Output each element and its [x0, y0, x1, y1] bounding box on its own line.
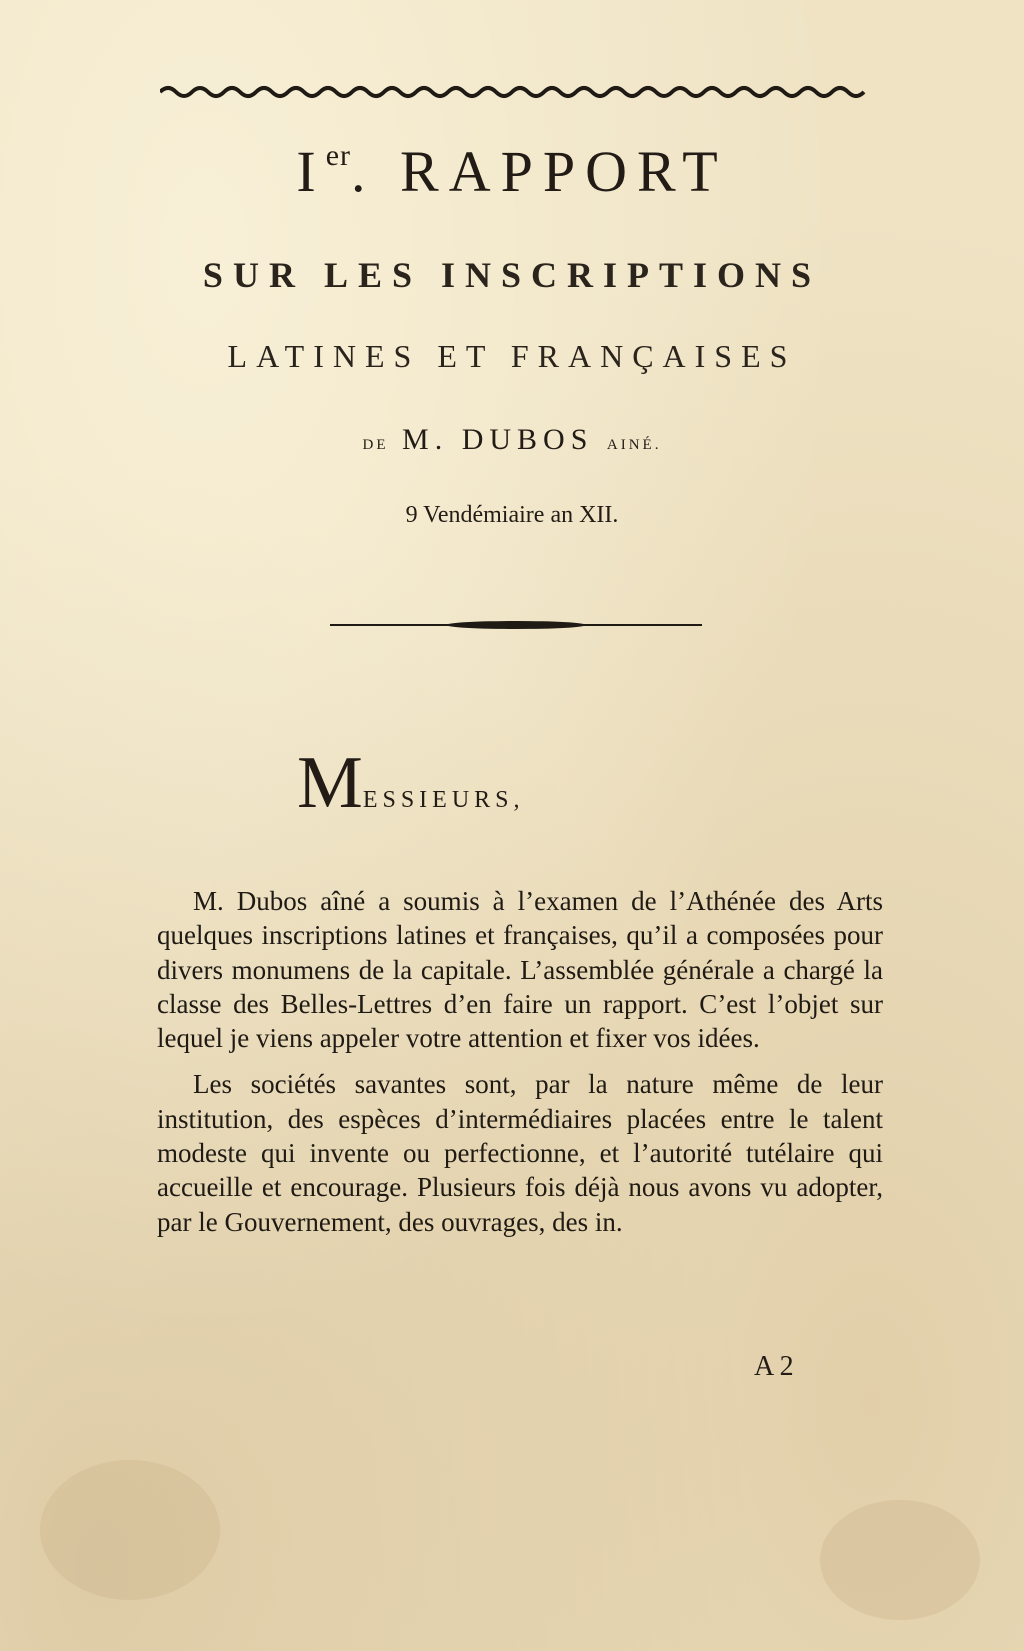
author-prefix: DE [362, 437, 389, 453]
author-name: M. DUBOS [402, 423, 594, 456]
body-text [157, 884, 883, 1251]
salutation [297, 742, 525, 824]
paragraph: Les sociétés savantes sont, par la nature même de leur institution, des espèces d’intermédiaires placées entre le talent modeste qui invente ou perfectionne, et l’autorité tutélaire qui accueille et encourage. Plusieurs fois déjà nous avons vu adopter, par le Gouvernement, des ouvrages, des in. [157, 1069, 883, 1237]
paper-stain [40, 1460, 220, 1600]
salutation-rest: ESSIEURS, [362, 787, 525, 813]
report-number: I [296, 139, 326, 204]
section-divider [330, 618, 702, 632]
paragraph: M. Dubos aîné a soumis à l’examen de l’Athénée des Arts quelques inscriptions latines et françaises, qu’il a composées pour divers monumens de la capitale. L’assemblée générale a chargé la classe des Belles-Lettres d’en faire un rapport. C’est l’objet sur lequel je viens appeler votre attention et fixer vos idées. [157, 886, 883, 1054]
date-line: 9 Vendémiaire an XII. [405, 502, 619, 528]
subtitle-line-1: SUR LES INSCRIPTIONS [202, 255, 822, 295]
author-suffix: AINÉ. [606, 437, 662, 453]
subtitle-line-2: LATINES ET FRANÇAISES [227, 338, 797, 374]
author-line [0, 423, 1024, 457]
report-heading [0, 138, 1024, 205]
drop-cap: M [297, 742, 363, 824]
report-number-suffix: er [325, 139, 352, 172]
report-title: . RAPPORT [351, 139, 728, 204]
signature-mark: A 2 [754, 1351, 794, 1382]
top-ornament-rule [160, 84, 870, 100]
paper-stain [820, 1500, 980, 1620]
